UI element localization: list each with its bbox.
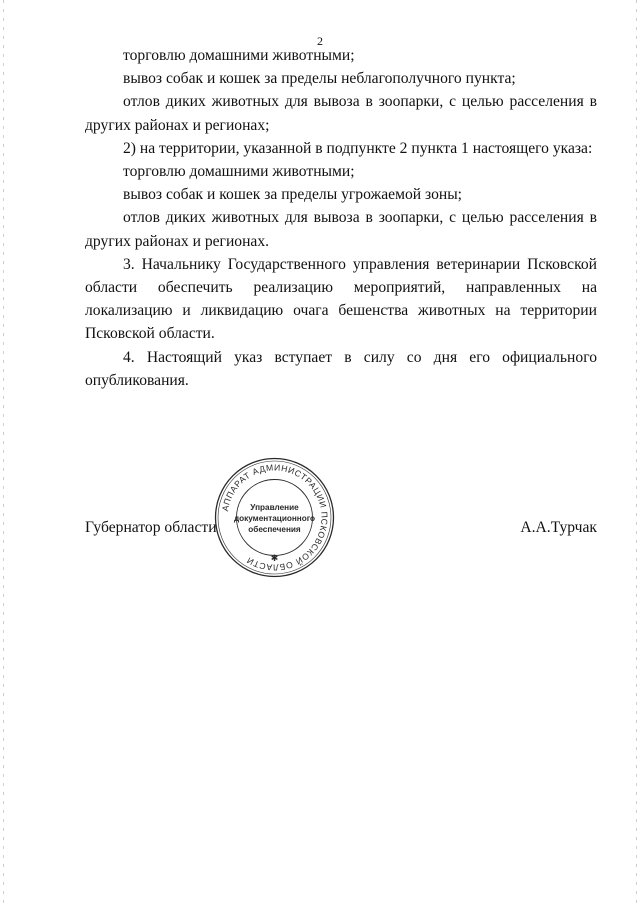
paragraph-5: торговлю домашними животными;	[123, 163, 355, 181]
paragraph-8: 3. Начальнику Государственного управления ветеринарии Псковской области обеспечить реализацию мероприятий, направленных на локализацию и ликвидацию очага бешенства животных на территории Псковской области.	[85, 255, 597, 343]
paragraph-2: вывоз собак и кошек за пределы неблагополучного пункта;	[123, 70, 516, 88]
paragraph-9: 4. Настоящий указ вступает в силу со дня его официального опубликования.	[85, 348, 597, 389]
paragraph-3: отлов диких животных для вывоза в зоопарки, с целью расселения в других районах и регионах;	[85, 93, 597, 134]
paragraph-6: вывоз собак и кошек за пределы угрожаемой зоны;	[123, 186, 463, 204]
paragraph-1: торговлю домашними животными;	[123, 47, 355, 64]
svg-text:✱: ✱	[270, 554, 279, 564]
svg-text:Управление: Управление	[250, 503, 299, 512]
signatory-title: Губернатор области	[85, 519, 217, 536]
svg-text:обеспечения: обеспечения	[248, 525, 301, 534]
paragraph-7: отлов диких животных для вывоза в зоопарки, с целью расселения в других районах и регионах.	[85, 209, 597, 250]
svg-text:АППАРАТ АДМИНИСТРАЦИИ ПСКОВСКО: АППАРАТ АДМИНИСТРАЦИИ ПСКОВСКОЙ ОБЛАСТИ	[219, 462, 330, 573]
official-seal-stamp	[212, 455, 337, 580]
decree-body	[85, 44, 597, 392]
scan-edge-left	[3, 0, 4, 905]
scan-edge-right	[636, 0, 637, 905]
paragraph-4: 2) на территории, указанной в подпункте 2 пункта 1 настоящего указа:	[123, 139, 593, 157]
seal-graphic	[212, 455, 337, 580]
page-number: 2	[317, 34, 323, 48]
signatory-name: А.А.Турчак	[520, 519, 597, 536]
svg-text:документационного: документационного	[233, 514, 316, 523]
